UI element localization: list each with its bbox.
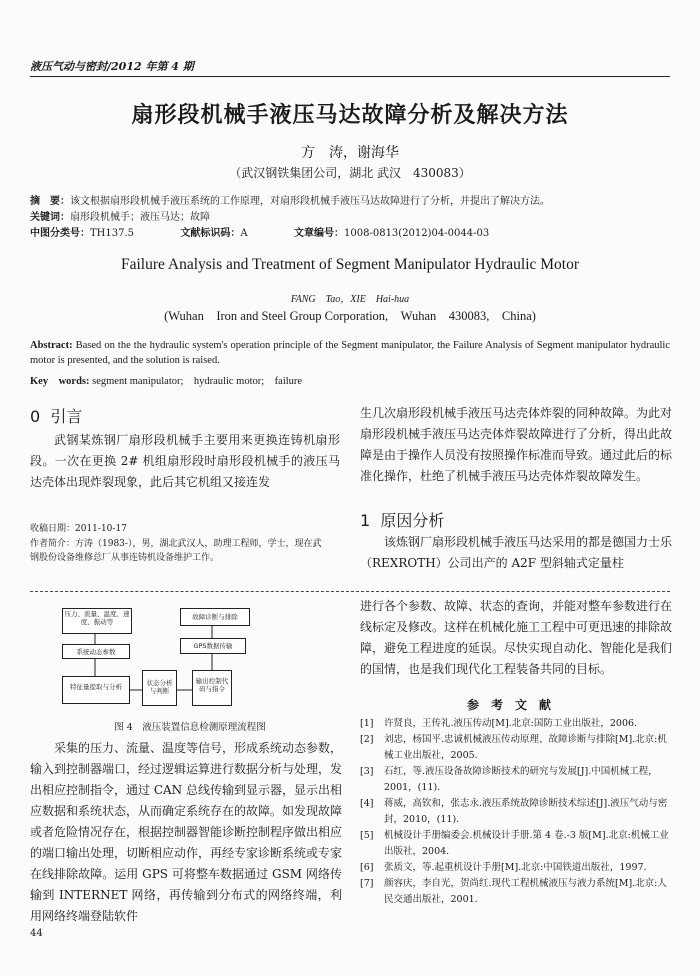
art-label: 文章编号： (294, 228, 345, 239)
reference-item: [1] 许贤良，王传礼.液压传动[M].北京:国防工业出版社，2006. (360, 718, 638, 729)
box-gps: GPS数据传输 (180, 638, 246, 654)
title-en: Failure Analysis and Treatment of Segment Manipulator Hydraulic Motor (120, 256, 580, 273)
page-number: 44 (30, 928, 43, 939)
figure-4-diagram (62, 604, 322, 712)
section-0-heading (30, 404, 82, 427)
reference-item: [3] 石红，等.液压设备故障诊断技术的研究与发展[J].中国机械工程，2001，(11). (360, 766, 658, 793)
keywords-en-text: segment manipulator; hydraulic motor; failure (92, 376, 303, 387)
keywords-cn-label: 关键词： (30, 212, 70, 223)
doc-value: A (240, 228, 248, 239)
box-params: 压力、流量、温度、速度、振动等 (62, 608, 132, 634)
section-1-title: 原因分析 (380, 511, 445, 530)
affiliation-cn: （武汉钢铁集团公司，湖北 武汉 430083） (229, 166, 471, 180)
section-0-number: 0 (30, 407, 41, 426)
abstract-cn-label: 摘 要： (30, 196, 70, 207)
box-state-analysis: 状态分析与判断 (142, 670, 177, 706)
authors-cn: 方 涛，谢海华 (301, 145, 399, 161)
keywords-en (30, 373, 302, 388)
references-list (360, 716, 672, 908)
box-system-params: 系统动态参数 (62, 644, 130, 659)
references-heading: 参考文献 (466, 698, 563, 712)
abstract-cn-text: 该文根据扇形段机械手液压系统的工作原理，对扇形段机械手液压马达故障进行了分析，并提出了解决方法。 (70, 196, 550, 207)
section-0-text: 武钢某炼钢厂扇形段机械手主要用来更换连铸机扇形段。一次在更换 2# 机组扇形段时扇形段机械手的液压马达壳体出现炸裂现象，此后其它机组又接连发 (30, 433, 340, 489)
title-cn: 扇形段机械手液压马达故障分析及解决方法 (131, 103, 569, 128)
header-rule (30, 76, 670, 77)
journal-header: 液压气动与密封/2012 年第 4 期 (30, 60, 194, 73)
affiliation-en: (Wuhan Iron and Steel Group Corporation, Wuhan 430083, China) (164, 309, 536, 323)
abstract-cn (30, 194, 670, 209)
section-0-title: 引言 (50, 407, 83, 426)
reference-item: [2] 刘忠，杨国平.忠诚机械液压传动原理、故障诊断与排除[M].北京:机械工业出版社，2005. (360, 734, 667, 761)
column-divider-dashed (30, 591, 670, 592)
authors-en: FANG Tao，XIE Hai-hua (290, 294, 410, 305)
reference-item: [7] 颜容庆，李自光，贺尚红.现代工程机械液压与液力系统[M].北京:人民交通出版社，2001. (360, 878, 667, 905)
keywords-cn (30, 210, 210, 225)
classification-line (30, 226, 670, 241)
keywords-en-label: Key words: (30, 376, 90, 387)
section-1-text: 该炼钢厂扇形段机械手液压马达采用的都是德国力士乐（REXROTH）公司出产的 A2F 型斜轴式定量柱 (360, 535, 673, 570)
reference-item: [4] 蒋威，高钦和，张志永.液压系统故障诊断技术综述[J].液压气动与密封，2010，(11). (360, 798, 668, 825)
cls-label: 中图分类号： (30, 228, 90, 239)
left-column-bottom: 采集的压力、流量、温度等信号，形成系统动态参数，输入到控制器端口，经过逻辑运算进行数据分析与处理，发出相应控制指令，通过 CAN 总线传输到显示器，显示出相应数据和系统状态，从而确定系统存在的故障。如发现故障或者危险情况存在，根据控制器智能诊断控制程序做出相应的端口输出处理，切断相应动作，再经专家诊断系统或专家在线排除故障。运用 GPS 可将整车数据通过 GSM 网络传输到 INTERNET 网络，再传输到分布式的网络终端，利用网络终端登陆软件 (30, 741, 343, 923)
reference-item: [5] 机械设计手册编委会.机械设计手册.第 4 卷.-3 版[M].北京:机械工业出版社，2004. (360, 830, 669, 857)
cls-value: TH137.5 (90, 228, 135, 239)
abstract-en-label: Abstract: (30, 340, 73, 351)
section-1-number: 1 (360, 511, 371, 530)
reference-item: [6] 张质文，等.起重机设计手册[M].北京:中国铁道出版社，1997. (360, 862, 647, 873)
abstract-en (30, 338, 670, 368)
box-output-control: 输出控制代码与指令 (192, 670, 232, 706)
abstract-en-text: Based on the the hydraulic system's operation principle of the Segment manipulator, the Failure Analysis of Segment manipulator hydraulic motor is presented, and the solution is raised. (30, 340, 671, 366)
right-column-top: 生几次扇形段机械手液压马达壳体炸裂的同种故障。为此对扇形段机械手液压马达壳体炸裂故障进行了分析，得出此故障是由于操作人员没有按照操作标准而导致。通过此后的标准化操作，杜绝了机械手液压马达壳体炸裂故障发生。 (360, 406, 673, 483)
keywords-cn-text: 扇形段机械手；液压马达；故障 (70, 212, 210, 223)
received-date: 收稿日期：2011-10-17 (30, 524, 127, 534)
box-feature-extraction: 特征量提取与分析 (62, 676, 130, 704)
section-1-heading (360, 508, 444, 531)
right-column-bottom: 进行各个参数、故障、状态的查询，并能对整车参数进行在线标定及修改。这样在机械化施工工程中可更迅速的排除故障，避免工程进度的延误。尽快实现自动化、智能化是我们的国情，也是我们现代化工程装备共同的目标。 (360, 599, 673, 676)
figure-caption: 图 4 液压装置信息检测原理流程图 (114, 722, 266, 733)
art-value: 1008-0813(2012)04-0044-03 (344, 228, 490, 239)
doc-label: 文献标识码： (180, 228, 241, 239)
author-note: 作者简介：方涛（1983-），男，湖北武汉人，助理工程师，学士，现在武钢股份设备维修总厂从事连铸机设备维护工作。 (30, 539, 322, 563)
box-fault-diagnosis: 故障诊断与排除 (180, 608, 250, 626)
